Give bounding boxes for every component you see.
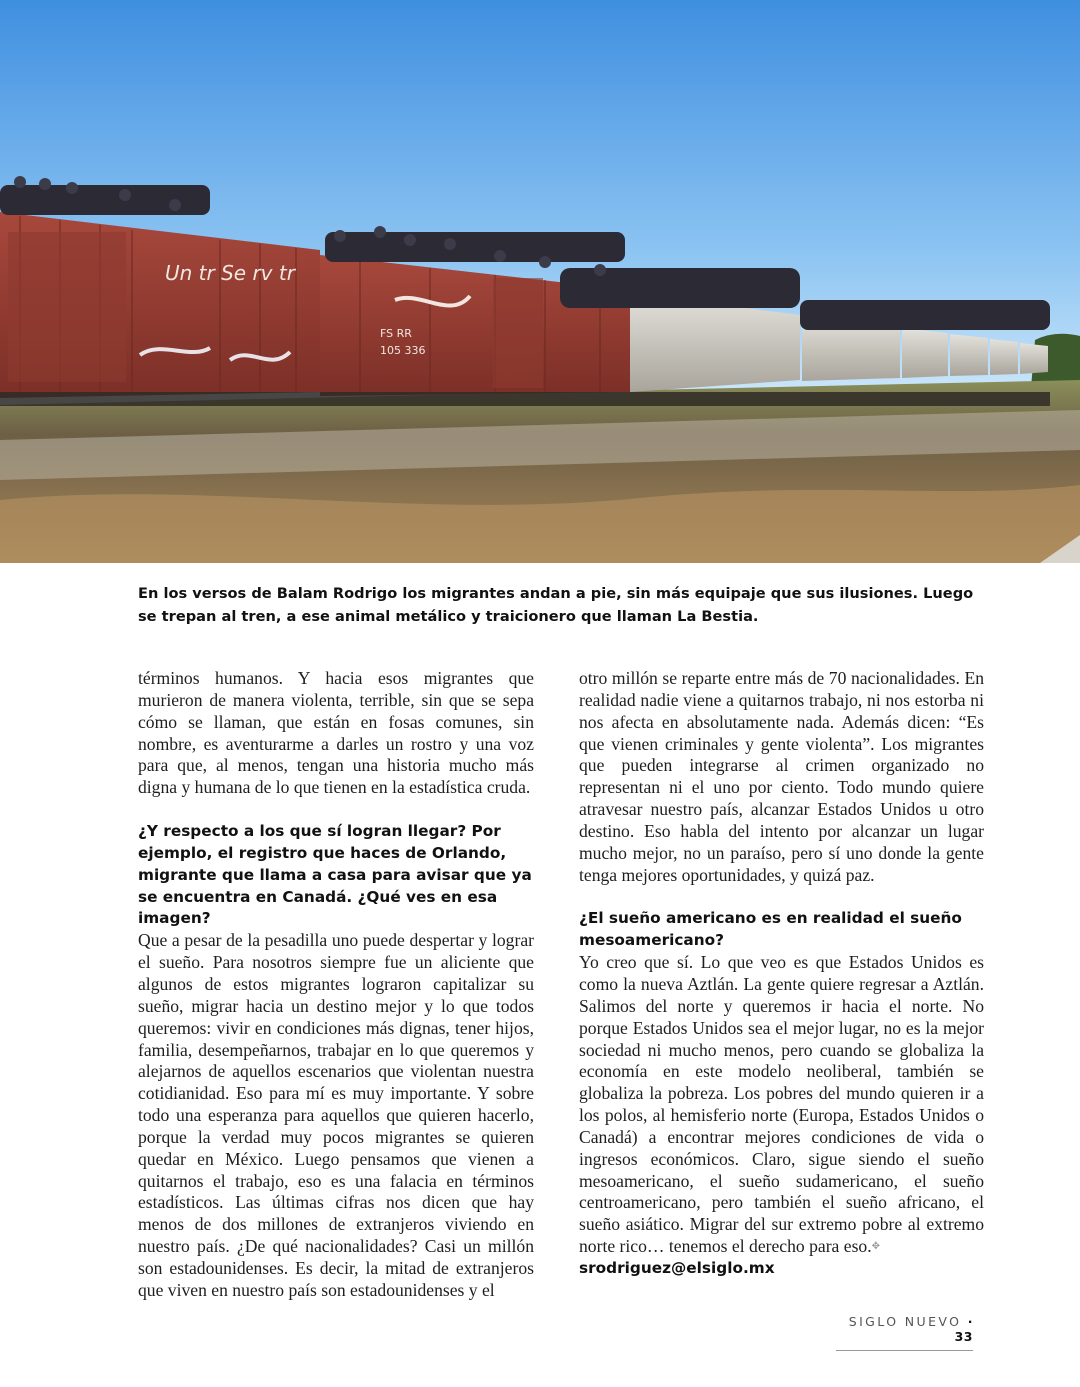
photo-caption: En los versos de Balam Rodrigo los migrantes andan a pie, sin más equipaje que sus ilusiones. Luego se trepan al tren, a ese animal metálico y traicionero que llaman La Bestia.	[138, 585, 974, 625]
magazine-name: SIGLO NUEVO	[848, 1314, 962, 1329]
svg-text:FS RR: FS RR	[380, 327, 412, 340]
author-email[interactable]: srodriguez@elsiglo.mx	[579, 1258, 775, 1277]
folio-separator: ·	[967, 1314, 973, 1329]
hero-photo	[0, 0, 1080, 563]
paragraph: otro millón se reparte entre más de 70 nacionalidades. En realidad nadie viene a quitarnos trabajo, ni nos estorba ni nos afecta en absolutamente nada. Además dicen: “Es que vienen criminales y gente violenta”. Los migrantes que pueden integrarse al crimen organizado no representan ni el uno por ciento. Todo mundo quiere atravesar nuestro país, alcanzar Estados Unidos u otro destino. Eso habla del intento por alcanzar un lugar mucho mejor, no un paraíso, pero sí uno donde la gente tenga mejores oportunidades, y quizá paz.	[579, 668, 984, 885]
svg-text:Un tr Se rv tr: Un tr Se rv tr	[165, 261, 295, 285]
svg-text:105 336: 105 336	[380, 344, 426, 357]
end-mark-icon: ✥	[871, 1241, 881, 1253]
paragraph	[579, 952, 984, 1258]
paragraph: términos humanos. Y hacia esos migrantes que murieron de manera violenta, terrible, sin que se sepa cómo se llaman, que están en fosas comunes, sin nombre, es aventurarme a darles un rostro y una voz para que, al menos, tengan una historia mucho más digna y humana de lo que tienen en la estadística cruda.	[138, 668, 534, 798]
article-column-left	[138, 668, 534, 1302]
interview-question: ¿Y respecto a los que sí logran llegar? Por ejemplo, el registro que haces de Orlando, migrante que llama a casa para avisar que ya se encuentra en Canadá. ¿Qué ves en esa imagen?	[138, 822, 532, 928]
paragraph: Que a pesar de la pesadilla uno puede despertar y lograr el sueño. Para nosotros siempre fue un aliciente que algunos de estos migrantes lograron capitalizar su sueño, migrar hacia un destino mejor y lo que todos queremos: vivir en condiciones más dignas, tener hijos, familia, desempeñarnos, trabajar en lo que queremos y alejarnos de aquellos escenarios que violentan nuestra cotidianidad. Eso para mí es muy importante. Y sobre todo una esperanza para aquellos que quieren hacerlo, porque la verdad muy pocos migrantes se quieren quedar en México. Luego pensamos que vienen a quitarnos el trabajo, eso es una falacia en términos estadísticos. Las últimas cifras nos dicen que hay menos de dos millones de extranjeros viviendo en nuestro país. ¿De qué nacionalidades? Casi un millón son estadounidenses. Es decir, la mitad de extranjeros que viven en nuestro país son estadounidenses y el	[138, 930, 534, 1300]
paragraph-text: Yo creo que sí. Lo que veo es que Estados Unidos es como la nueva Aztlán. La gente quiere regresar a Aztlán. Salimos del norte y queremos ir hacia el norte. No porque Estados Unidos sea el mejor lugar, no es la mejor sociedad ni mucho menos, pero cuando se globaliza la economía en este modelo neoliberal, también se globaliza la pobreza. Los pobres del mundo quieren ir a los polos, al hemisferio norte (Europa, Estados Unidos o Canadá) a encontrar mejores condiciones de vida o ingresos económicos. Claro, sigue siendo el sueño mesoamericano, el sueño sudamericano, el sueño centroamericano, pero también el sueño africano, el sueño asiático. Migrar del sur extremo pobre al extremo norte rico… tenemos el derecho para eso.	[579, 952, 984, 1257]
page-number: 33	[954, 1329, 973, 1344]
article-column-right	[579, 668, 984, 1280]
page-folio	[836, 1314, 973, 1351]
interview-question: ¿El sueño americano es en realidad el sueño mesoamericano?	[579, 909, 962, 950]
